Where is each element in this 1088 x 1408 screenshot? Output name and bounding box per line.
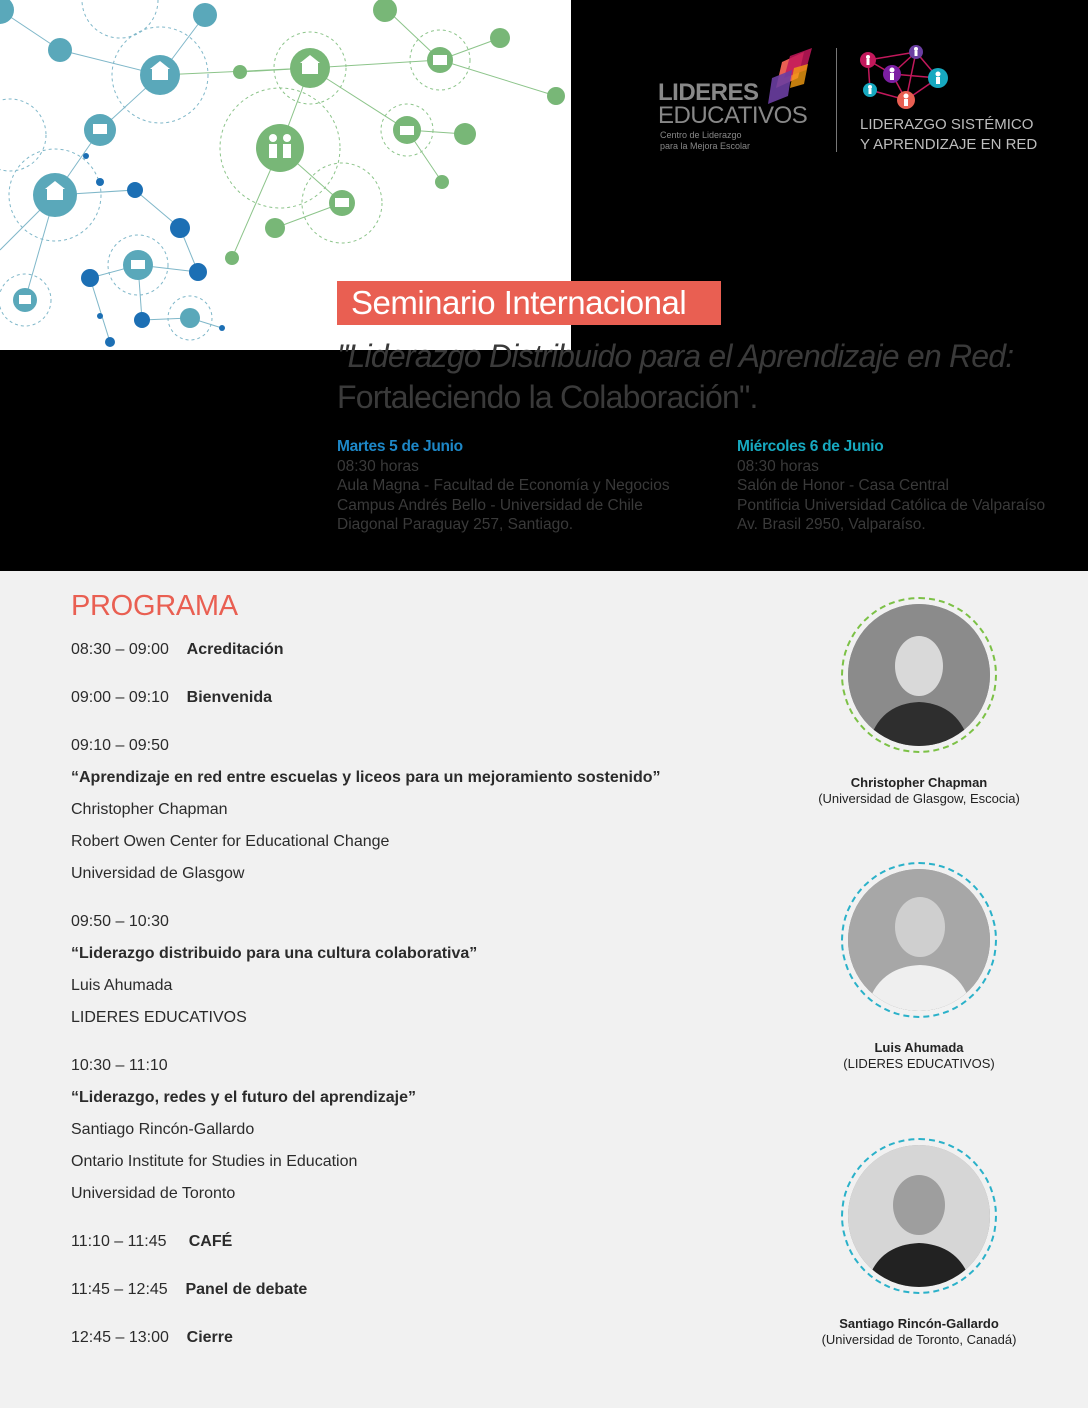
lideres-educativos-logo: [658, 52, 818, 156]
speaker-photo-rincon-gallardo: [848, 1145, 990, 1287]
program-talk-title: “Liderazgo, redes y el futuro del aprendizaje”: [71, 1089, 416, 1106]
day-2-info: [737, 437, 1045, 535]
logo-lideres-text: LIDERES: [658, 79, 759, 106]
day-2-date: Miércoles 6 de Junio: [737, 438, 884, 455]
program-time: 09:00 – 09:10: [71, 689, 169, 706]
program-item-bienvenida: [71, 689, 272, 707]
seminar-badge: Seminario Internacional: [337, 281, 721, 325]
speaker-card-chapman: [809, 597, 1029, 817]
speaker-photo-chapman: [848, 604, 990, 746]
event-subtitle-line1: "Liderazgo Distribuido para el Aprendizaje en Red:: [337, 338, 1014, 374]
logo-divider: [836, 48, 837, 152]
speaker-card-ahumada: [809, 862, 1029, 1082]
speaker-name: Santiago Rincón-Gallardo: [839, 1316, 999, 1331]
program-org: LIDERES EDUCATIVOS: [71, 1009, 247, 1026]
program-time: 11:10 – 11:45: [71, 1233, 167, 1250]
speaker-name: Luis Ahumada: [874, 1040, 964, 1055]
day-1-date: Martes 5 de Junio: [337, 438, 463, 455]
program-label: Panel de debate: [185, 1281, 308, 1298]
day-1-time: 08:30 horas: [337, 457, 419, 475]
sistemico-title-line2: Y APRENDIZAJE EN RED: [860, 136, 1038, 153]
day-1-venue: Aula Magna - Facultad de Economía y Negocios: [337, 477, 670, 494]
program-time: 11:45 – 12:45: [71, 1281, 168, 1298]
program-item-cierre: [71, 1329, 233, 1347]
lideres-logo-mark-icon: [768, 48, 814, 108]
speaker-affiliation: (Universidad de Glasgow, Escocia): [818, 791, 1020, 806]
day-2-address: Av. Brasil 2950, Valparaíso.: [737, 516, 926, 533]
day-1-campus: Campus Andrés Bello - Universidad de Chile: [337, 496, 643, 514]
day-2-time: 08:30 horas: [737, 457, 819, 475]
speaker-photo-ahumada: [848, 869, 990, 1011]
program-time: 09:50 – 10:30: [71, 913, 169, 930]
liderazgo-sistemico-logo: [858, 44, 1068, 164]
day-1-info: [337, 437, 670, 535]
day-2-venue: Salón de Honor - Casa Central: [737, 477, 949, 494]
program-label: Bienvenida: [186, 689, 273, 706]
program-time: 08:30 – 09:00: [71, 641, 169, 658]
program-speaker: Christopher Chapman: [71, 801, 228, 818]
event-subtitle-line2: Fortaleciendo la Colaboración".: [337, 379, 758, 415]
program-label: Acreditación: [186, 641, 284, 658]
day-1-address: Diagonal Paraguay 257, Santiago.: [337, 516, 574, 533]
program-speaker: Luis Ahumada: [71, 977, 173, 994]
people-network-icon: [858, 44, 958, 114]
person-photo-icon: [848, 604, 990, 746]
program-item-acreditacion: [71, 641, 284, 659]
program-time: 10:30 – 11:10: [71, 1057, 168, 1074]
program-speaker: Santiago Rincón-Gallardo: [71, 1121, 255, 1138]
speaker-affiliation: (Universidad de Toronto, Canadá): [821, 1332, 1017, 1347]
program-org: Universidad de Glasgow: [71, 865, 245, 882]
person-photo-icon: [848, 1145, 990, 1287]
header-banner: [0, 0, 1088, 571]
program-talk-title: “Liderazgo distribuido para una cultura colaborativa”: [71, 945, 478, 962]
program-org: Universidad de Toronto: [71, 1185, 236, 1202]
program-talk-title: “Aprendizaje en red entre escuelas y liceos para un mejoramiento sostenido”: [71, 769, 661, 786]
program-label: CAFÉ: [188, 1233, 233, 1250]
sistemico-title-line1: LIDERAZGO SISTÉMICO: [860, 116, 1034, 133]
program-org: Robert Owen Center for Educational Change: [71, 833, 390, 850]
program-item-panel: [71, 1281, 307, 1299]
day-2-campus: Pontificia Universidad Católica de Valparaíso: [737, 496, 1046, 514]
program-org: Ontario Institute for Studies in Education: [71, 1153, 358, 1170]
logo-educativos-text: EDUCATIVOS: [658, 102, 808, 129]
speaker-name: Christopher Chapman: [850, 775, 988, 790]
program-time: 12:45 – 13:00: [71, 1329, 169, 1346]
program-item-cafe: [71, 1233, 232, 1251]
logo-subtitle: Centro de Liderazgo para la Mejora Escolar: [660, 130, 751, 151]
program-time: 09:10 – 09:50: [71, 737, 169, 754]
person-photo-icon: [848, 869, 990, 1011]
speaker-card-rincon-gallardo: [809, 1138, 1029, 1358]
programa-title: PROGRAMA: [71, 590, 238, 622]
speaker-affiliation: (LIDERES EDUCATIVOS): [843, 1056, 995, 1071]
program-label: Cierre: [186, 1329, 233, 1346]
